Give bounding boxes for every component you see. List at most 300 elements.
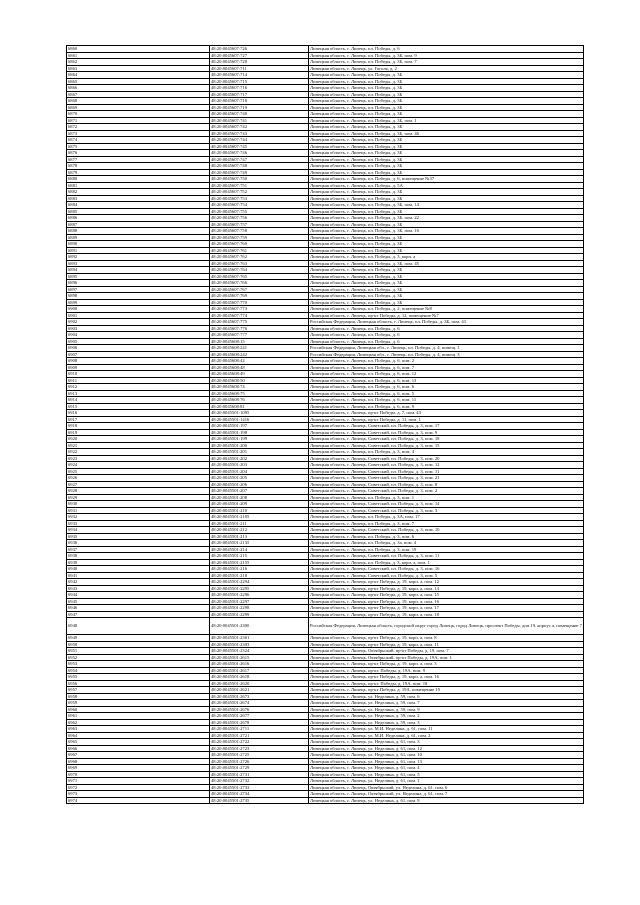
row-number-cell: 6910 (67, 371, 210, 378)
address-cell: Липецкая область, г. Липецк, ул. Гоголя, д. 2 (309, 65, 584, 72)
cadastral-number-cell: 48:20:0045501:214 (210, 546, 309, 553)
row-number-cell: 6924 (67, 462, 210, 469)
cadastral-number-cell: 48:20:0045501:2725 (210, 752, 309, 759)
row-number-cell: 6966 (67, 745, 210, 752)
cadastral-number-cell: 48:20:0045607:711 (210, 65, 309, 72)
row-number-cell: 6971 (67, 778, 210, 785)
cadastral-number-cell: 48:20:0045501:2711 (210, 726, 309, 733)
address-cell: Липецкая область, г. Липецк, пл. Победы, д. 3Б (309, 163, 584, 170)
row-number-cell: 6926 (67, 475, 210, 482)
row-number-cell: 6917 (67, 416, 210, 423)
address-cell: Липецкая область, г. Липецк, пл. Победы, д. 3Б (309, 150, 584, 157)
registry-table-body (67, 46, 584, 804)
address-cell: Липецкая область, г. Липецк, Октябрьский, ул. Неделина, д. 61, пом. 6 (309, 784, 584, 791)
row-number-cell: 6860 (67, 46, 210, 53)
address-cell: Липецкая область, г. Липецк, пл. Победы, д. 6, пом. 9 (309, 403, 584, 410)
address-cell: Липецкая область, г. Липецк, пл. Победы, д. 3Б (309, 299, 584, 306)
address-cell: Липецкая область, г. Липецк, Советский, пл. Победы, д. 3, пом. 9 (309, 429, 584, 436)
row-number-cell: 6865 (67, 78, 210, 85)
cadastral-number-cell: 48:20:0045608:49 (210, 371, 309, 378)
address-cell: Липецкая область, г. Липецк, пл. Победы, д. 3, пом. 19 (309, 546, 584, 553)
address-cell: Липецкая область, г. Липецк, Октябрьский, пр-кт Победы, д. 19А, пом. 1 (309, 654, 584, 661)
address-cell: Липецкая область, г. Липецк, пл. Победы, д. 3Б (309, 78, 584, 85)
row-number-cell: 6961 (67, 713, 210, 720)
row-number-cell: 6955 (67, 674, 210, 681)
address-cell: Липецкая область, г. Липецк, Советский, пл. Победы, д. 3, пом. 11 (309, 468, 584, 475)
row-number-cell: 6950 (67, 641, 210, 648)
cadastral-number-cell: 48:20:0045501:202 (210, 455, 309, 462)
row-number-cell: 6864 (67, 72, 210, 79)
row-number-cell: 6932 (67, 514, 210, 521)
cadastral-number-cell: 48:20:0045607:742 (210, 124, 309, 131)
row-number-cell: 6942 (67, 579, 210, 586)
row-number-cell: 6922 (67, 449, 210, 456)
row-number-cell: 6902 (67, 319, 210, 326)
cadastral-number-cell: 48:20:0045501:2677 (210, 713, 309, 720)
cadastral-number-cell: 48:20:0045607:751 (210, 182, 309, 189)
row-number-cell: 6925 (67, 468, 210, 475)
address-cell: Липецкая область, г. Липецк, ул. Неделина, д. 61, пом. 3 (309, 739, 584, 746)
address-cell: Липецкая область, г. Липецк, пл. Победы, д. 3Б (309, 137, 584, 144)
address-cell: Липецкая область, г. Липецк, пр-кт Победы, д. 19, корп. а, пом. 8 (309, 635, 584, 642)
address-cell: Российская Федерация, Липецкая область, городской округ город Липецк, город Липецк, проспект Победы, дом 19, корпус а, помещение 7 (309, 618, 584, 635)
address-cell: Липецкая область, г. Липецк, пл. Победы, д. 3Б (309, 267, 584, 274)
address-cell: Липецкая область, г. Липецк, пл. Победы, д. 6, пом. 11 (309, 397, 584, 404)
address-cell: Липецкая область, г. Липецк, Советский, пл. Победы, д. 3, пом. 12 (309, 462, 584, 469)
cadastral-number-cell: 48:20:0045607:749 (210, 169, 309, 176)
row-number-cell: 6889 (67, 234, 210, 241)
row-number-cell: 6916 (67, 410, 210, 417)
cadastral-number-cell: 48:20:0045607:745 (210, 143, 309, 150)
row-number-cell: 6892 (67, 254, 210, 261)
row-number-cell: 6879 (67, 169, 210, 176)
address-cell: Липецкая область, г. Липецк, Советский, пл. Победы, д. 3, пом. 11 (309, 553, 584, 560)
address-cell: Липецкая область, г. Липецк, ул. Неделина, д. 59, пом. 7 (309, 700, 584, 707)
cadastral-number-cell: 48:20:0045607:755 (210, 208, 309, 215)
cadastral-number-cell: 48:20:0045607:773 (210, 306, 309, 313)
row-number-cell: 6873 (67, 130, 210, 137)
cadastral-number-cell: 48:20:0045607:756 (210, 215, 309, 222)
row-number-cell: 6875 (67, 143, 210, 150)
address-cell: Липецкая область, г. Липецк, ул. Неделина, д. 59, пом. 9 (309, 706, 584, 713)
cadastral-number-cell: 48:20:0045501:211 (210, 520, 309, 527)
address-cell: Липецкая область, г. Липецк, пл. Победы, д. 6, пом. 12 (309, 371, 584, 378)
address-cell: Липецкая область, г. Липецк, пр-кт Победы, д. 12, помещение №7 (309, 312, 584, 319)
cadastral-number-cell: 48:20:0045608:81 (210, 403, 309, 410)
address-cell: Липецкая область, г. Липецк, Советский, пл. Победы, д. 3, пом. 20 (309, 455, 584, 462)
cadastral-number-cell: 48:20:0045501:2733 (210, 784, 309, 791)
address-cell: Липецкая область, г. Липецк, Советский, пл. Победы, д. 3, пом. 17 (309, 423, 584, 430)
row-number-cell: 6863 (67, 65, 210, 72)
row-number-cell: 6872 (67, 124, 210, 131)
cadastral-number-cell: 48:20:0045501:2721 (210, 732, 309, 739)
cadastral-number-cell: 48:20:0045608:76 (210, 397, 309, 404)
row-number-cell: 6911 (67, 377, 210, 384)
cadastral-number-cell: 48:20:0045607:716 (210, 85, 309, 92)
address-cell: Липецкая область, г. Липецк, пл. Победы, д. 6 (309, 46, 584, 53)
row-number-cell: 6905 (67, 338, 210, 345)
cadastral-number-cell: 48:20:0045607:765 (210, 273, 309, 280)
address-cell: Липецкая область, г. Липецк, пл. Победы, д. 3Б (309, 247, 584, 254)
row-number-cell: 6890 (67, 241, 210, 248)
cadastral-number-cell: 48:20:0045501:2297 (210, 598, 309, 605)
address-cell: Липецкая область, г. Липецк, пл. Победы, д. 3Б (309, 195, 584, 202)
row-number-cell: 6946 (67, 605, 210, 612)
cadastral-number-cell: 48:20:0045607:752 (210, 189, 309, 196)
address-cell: Липецкая область, г. Липецк, пл. Победы, д. 3, пом. 6 (309, 533, 584, 540)
cadastral-number-cell: 48:20:0045608:74 (210, 384, 309, 391)
row-number-cell: 6900 (67, 306, 210, 313)
cadastral-number-cell: 48:20:0045501:218 (210, 572, 309, 579)
cadastral-number-cell: 48:20:0045501:2729 (210, 765, 309, 772)
cadastral-number-cell: 48:20:0045501:200 (210, 442, 309, 449)
row-number-cell: 6944 (67, 592, 210, 599)
cadastral-number-cell: 48:20:0045501:2324 (210, 648, 309, 655)
cadastral-number-cell: 48:20:0045501:197 (210, 423, 309, 430)
address-cell: Липецкая область, г. Липецк, пл. Победы, д. 3Б (309, 208, 584, 215)
cadastral-number-cell: 48:20:0045607:770 (210, 299, 309, 306)
address-cell: Липецкая область, г. Липецк, пл. Победы, д. 3Б (309, 234, 584, 241)
address-cell: Липецкая область, г. Липецк, пл. Победы, д. 3Б, пом. 16 (309, 228, 584, 235)
address-cell: Липецкая область, г. Липецк, пл. Победы, д. 3, пом. 4 (309, 449, 584, 456)
table-row (67, 797, 584, 804)
row-number-cell: 6920 (67, 436, 210, 443)
row-number-cell: 6930 (67, 501, 210, 508)
cadastral-number-cell: 48:20:0045607:757 (210, 221, 309, 228)
address-cell: Липецкая область, г. Липецк, пр-кт Победы, д. 11, пом. 1 (309, 416, 584, 423)
row-number-cell: 6973 (67, 791, 210, 798)
row-number-cell: 6870 (67, 111, 210, 118)
address-cell: Липецкая область, г. Липецк, пл. Победы, д. 3Б, пом. 9 (309, 52, 584, 59)
address-cell: Липецкая область, г. Липецк, ул. Неделина, д. 61, пом. 13 (309, 758, 584, 765)
cadastral-number-cell: 48:20:0045501:2676 (210, 706, 309, 713)
cadastral-number-cell: 48:20:0045607:762 (210, 254, 309, 261)
row-number-cell: 6921 (67, 442, 210, 449)
cadastral-number-cell: 48:20:0045501:2618 (210, 674, 309, 681)
address-cell: Липецкая область, г. Липецк, пл. Победы, д. 3Б (309, 241, 584, 248)
cadastral-number-cell: 48:20:0045501:203 (210, 462, 309, 469)
address-cell: Липецкая область, г. Липецк, пр-кт Победы, д. 19А, помещение 19 (309, 687, 584, 694)
address-cell: Липецкая область, г. Липецк, пл. Победы, д. 3, корп. а (309, 254, 584, 261)
row-number-cell: 6919 (67, 429, 210, 436)
address-cell: Липецкая область, г. Липецк, пр-кт Победы, д. 19, корп. а, пом. 16 (309, 674, 584, 681)
row-number-cell: 6894 (67, 267, 210, 274)
cadastral-number-cell: 48:20:0045607:718 (210, 98, 309, 105)
cadastral-number-cell: 48:20:0045607:744 (210, 137, 309, 144)
row-number-cell: 6896 (67, 280, 210, 287)
cadastral-number-cell: 48:20:0045501:2301 (210, 635, 309, 642)
cadastral-number-cell: 48:20:0045501:1095 (210, 410, 309, 417)
address-cell: Российская Федерация, Липецкая обл., г. Липецк, пл. Победы, д. 4, помещ. 1 (309, 345, 584, 352)
row-number-cell: 6867 (67, 91, 210, 98)
address-cell: Липецкая область, г. Липецк, Советский, пл. Победы, д. 3, пом. 15 (309, 442, 584, 449)
row-number-cell: 6969 (67, 765, 210, 772)
cadastral-number-cell: 48:20:0045501:2673 (210, 693, 309, 700)
address-cell: Липецкая область, г. Липецк, пл. Победы, д. 6, помещение №37 (309, 176, 584, 183)
address-cell: Липецкая область, г. Липецк, пр-кт Победы, д. 19, корп. а, пом. 3 (309, 661, 584, 668)
registry-table (66, 45, 584, 804)
address-cell: Липецкая область, г. Липецк, пл. Победы, д. 5А (309, 182, 584, 189)
cadastral-number-cell: 48:20:0045501:199 (210, 436, 309, 443)
row-number-cell: 6909 (67, 364, 210, 371)
row-number-cell: 6880 (67, 176, 210, 183)
row-number-cell: 6898 (67, 293, 210, 300)
cadastral-number-cell: 48:20:0045501:2295 (210, 585, 309, 592)
row-number-cell: 6862 (67, 59, 210, 66)
row-number-cell: 6882 (67, 189, 210, 196)
row-number-cell: 6970 (67, 771, 210, 778)
row-number-cell: 6934 (67, 527, 210, 534)
cadastral-number-cell: 48:20:0045607:767 (210, 286, 309, 293)
address-cell: Липецкая область, г. Липецк, пл. Победы, д. 6 (309, 332, 584, 339)
cadastral-number-cell: 48:20:0045501:215 (210, 553, 309, 560)
cadastral-number-cell: 48:20:0045501:2296 (210, 592, 309, 599)
row-number-cell: 6928 (67, 488, 210, 495)
address-cell: Липецкая область, г. Липецк, пл. Победы, д. 3Б, пом. 1 (309, 117, 584, 124)
address-cell: Российская Федерация, Липецкая обл., г. Липецк, пл. Победы, д. 4, помещ. 3 (309, 351, 584, 358)
cadastral-number-cell: 48:20:0045607:774 (210, 312, 309, 319)
row-number-cell: 6885 (67, 208, 210, 215)
row-number-cell: 6918 (67, 423, 210, 430)
cadastral-number-cell: 48:20:0045501:2105 (210, 514, 309, 521)
cadastral-number-cell: 48:20:0045501:2734 (210, 791, 309, 798)
cadastral-number-cell: 48:20:0045501:2615 (210, 654, 309, 661)
row-number-cell: 6939 (67, 559, 210, 566)
row-number-cell: 6904 (67, 332, 210, 339)
address-cell: Липецкая область, г. Липецк, пл. Победы, д. 3, корп. а, пом. 1 (309, 559, 584, 566)
row-number-cell: 6869 (67, 104, 210, 111)
row-number-cell: 6960 (67, 706, 210, 713)
row-number-cell: 6878 (67, 163, 210, 170)
cadastral-number-cell: 48:20:0045607:746 (210, 150, 309, 157)
address-cell: Липецкая область, г. Липецк, пл. Победы, д. 6, пом. 7 (309, 364, 584, 371)
cadastral-number-cell: 48:20:0045607:763 (210, 260, 309, 267)
row-number-cell: 6952 (67, 654, 210, 661)
address-cell: Липецкая область, г. Липецк, пл. Победы, д. 6 (309, 325, 584, 332)
cadastral-number-cell: 48:20:0045501:198 (210, 429, 309, 436)
address-cell: Липецкая область, г. Липецк, Октябрьский, ул. Неделина, д. 61, пом. 7 (309, 791, 584, 798)
cadastral-number-cell: 48:20:0045501:2732 (210, 778, 309, 785)
cadastral-number-cell: 48:20:0045607:759 (210, 234, 309, 241)
cadastral-number-cell: 48:20:0045501:2722 (210, 739, 309, 746)
row-number-cell: 6914 (67, 397, 210, 404)
cadastral-number-cell: 48:20:0045501:2135 (210, 540, 309, 547)
address-cell: Липецкая область, г. Липецк, пл. Победы, д. 3Б, пом. 7 (309, 59, 584, 66)
row-number-cell: 6933 (67, 520, 210, 527)
cadastral-number-cell: 48:20:0045501:212 (210, 527, 309, 534)
cadastral-number-cell: 48:20:0045607:727 (210, 52, 309, 59)
cadastral-number-cell: 48:20:0045607:741 (210, 117, 309, 124)
cadastral-number-cell: 48:20:0045607:743 (210, 130, 309, 137)
row-number-cell: 6895 (67, 273, 210, 280)
row-number-cell: 6947 (67, 611, 210, 618)
address-cell: Липецкая область, г. Липецк, Советский, пл. Победы, д. 3, пом. 5 (309, 572, 584, 579)
address-cell: Липецкая область, г. Липецк, Советский, пл. Победы, д. 3, пом. 16 (309, 566, 584, 573)
address-cell: Липецкая область, г. Липецк, пл. Победы, д. 2, помещение №8 (309, 306, 584, 313)
cadastral-number-cell: 48:20:0045607:740 (210, 111, 309, 118)
cadastral-number-cell: 48:20:0045501:2674 (210, 700, 309, 707)
address-cell: Липецкая область, г. Липецк, пл. Победы, д. 3Б (309, 156, 584, 163)
cadastral-number-cell: 48:20:0045607:775 (210, 319, 309, 326)
cadastral-number-cell: 48:20:0045608:50 (210, 377, 309, 384)
address-cell: Российская Федерация, Липецкая область, г. Липецк, пл. Победы, д. 3Б, пом. 43 (309, 319, 584, 326)
row-number-cell: 6907 (67, 351, 210, 358)
row-number-cell: 6866 (67, 85, 210, 92)
cadastral-number-cell: 48:20:0045608:75 (210, 390, 309, 397)
cadastral-number-cell: 48:20:0045501:204 (210, 468, 309, 475)
cadastral-number-cell: 48:20:0045501:2723 (210, 745, 309, 752)
cadastral-number-cell: 48:20:0045501:2620 (210, 680, 309, 687)
cadastral-number-cell: 48:20:0045607:761 (210, 247, 309, 254)
address-cell: Липецкая область, г. Липецк, пл. Победы, д. 3Б (309, 280, 584, 287)
address-cell: Липецкая область, г. Липецк, Советский, пл. Победы, д. 3, пом. 21 (309, 475, 584, 482)
row-number-cell: 6927 (67, 481, 210, 488)
row-number-cell: 6957 (67, 687, 210, 694)
row-number-cell: 6949 (67, 635, 210, 642)
address-cell: Липецкая область, г. Липецк, Советский, пл. Победы, д. 3, пом. 2 (309, 488, 584, 495)
address-cell: Липецкая область, г. Липецк, пр-кт Победы, д. 19, корп. а, пом. 11 (309, 641, 584, 648)
row-number-cell: 6974 (67, 797, 210, 804)
cadastral-number-cell: 48:20:0045501:213 (210, 533, 309, 540)
cadastral-number-cell: 48:20:0045607:714 (210, 72, 309, 79)
row-number-cell: 6908 (67, 358, 210, 365)
address-cell: Липецкая область, г. Липецк, пл. Победы, д. 3Б (309, 91, 584, 98)
row-number-cell: 6923 (67, 455, 210, 462)
row-number-cell: 6883 (67, 195, 210, 202)
row-number-cell: 6938 (67, 553, 210, 560)
cadastral-number-cell: 48:20:0045501:209 (210, 501, 309, 508)
row-number-cell: 6937 (67, 546, 210, 553)
address-cell: Липецкая область, г. Липецк, пл. Победы, д. 3Б (309, 104, 584, 111)
cadastral-number-cell: 48:20:0045501:206 (210, 481, 309, 488)
row-number-cell: 6891 (67, 247, 210, 254)
cadastral-number-cell: 48:20:0045607:758 (210, 228, 309, 235)
address-cell: Липецкая область, г. Липецк, пр-кт Победы, д. 19, корп. а, пом. 16 (309, 598, 584, 605)
row-number-cell: 6945 (67, 598, 210, 605)
cadastral-number-cell: 48:20:0045607:719 (210, 104, 309, 111)
address-cell: Липецкая область, г. Липецк, пл. Победы, д. 3А, пом. 17 (309, 514, 584, 521)
cadastral-number-cell: 48:20:0045608:241 (210, 345, 309, 352)
address-cell: Липецкая область, г. Липецк, Советский, пл. Победы, д. 3, пом. 18 (309, 436, 584, 443)
address-cell: Липецкая область, г. Липецк, Октябрьский, пр-кт Победы, д. 19, пом. 7 (309, 648, 584, 655)
row-number-cell: 6972 (67, 784, 210, 791)
row-number-cell: 6958 (67, 693, 210, 700)
row-number-cell: 6888 (67, 228, 210, 235)
row-number-cell: 6886 (67, 215, 210, 222)
row-number-cell: 6959 (67, 700, 210, 707)
address-cell: Липецкая область, г. Липецк, ул. Неделина, д. 61, пом. 1 (309, 778, 584, 785)
address-cell: Липецкая область, г. Липецк, пл. Победы, д. 3, пом. 1 (309, 494, 584, 501)
cadastral-number-cell: 48:20:0045607:769 (210, 293, 309, 300)
row-number-cell: 6954 (67, 667, 210, 674)
row-number-cell: 6893 (67, 260, 210, 267)
cadastral-number-cell: 48:20:0045607:753 (210, 195, 309, 202)
address-cell: Липецкая область, г. Липецк, пр-кт Победы, д. 19, корп. а, пом. 17 (309, 605, 584, 612)
address-cell: Липецкая область, г. Липецк, пл. Победы, д. 6, пом. 13 (309, 377, 584, 384)
row-number-cell: 6913 (67, 390, 210, 397)
address-cell: Липецкая область, г. Липецк, ул. Неделина, д. 61, пом. 4 (309, 765, 584, 772)
address-cell: Липецкая область, г. Липецк, пл. Победы, д. 6, пом. 5 (309, 390, 584, 397)
row-number-cell: 6881 (67, 182, 210, 189)
cadastral-number-cell: 48:20:0045607:726 (210, 46, 309, 53)
row-number-cell: 6897 (67, 286, 210, 293)
row-number-cell: 6868 (67, 98, 210, 105)
address-cell: Липецкая область, г. Липецк, пр-кт. Победы, д. 19А, пом. 9 (309, 667, 584, 674)
cadastral-number-cell: 48:20:0045607:777 (210, 332, 309, 339)
address-cell: Липецкая область, г. Липецк, пл. Победы, д. 3, пом. 7 (309, 520, 584, 527)
row-number-cell: 6912 (67, 384, 210, 391)
row-number-cell: 6931 (67, 507, 210, 514)
address-cell: Липецкая область, г. Липецк, пл. Победы, д. 3Б (309, 169, 584, 176)
address-cell: Липецкая область, г. Липецк, ул. М.И. Неделина, д. 61, пом. 2 (309, 732, 584, 739)
address-cell: Липецкая область, г. Липецк, Советский, пл. Победы, д. 3, пом. 3 (309, 507, 584, 514)
row-number-cell: 6874 (67, 137, 210, 144)
address-cell: Липецкая область, г. Липецк, ул. Неделина, д. 61, пом. 10 (309, 752, 584, 759)
address-cell: Липецкая область, г. Липецк, пл. Победы, д. 3Б, пом. 14 (309, 202, 584, 209)
row-number-cell: 6935 (67, 533, 210, 540)
row-number-cell: 6876 (67, 150, 210, 157)
row-number-cell: 6877 (67, 156, 210, 163)
address-cell: Липецкая область, г. Липецк, пл. Победы, д. 3Б (309, 98, 584, 105)
cadastral-number-cell: 48:20:0045501:2678 (210, 719, 309, 726)
row-number-cell: 6929 (67, 494, 210, 501)
row-number-cell: 6967 (67, 752, 210, 759)
row-number-cell: 6953 (67, 661, 210, 668)
address-cell: Липецкая область, г. Липецк, пл. Победы, д. 6 (309, 338, 584, 345)
address-cell: Липецкая область, г. Липецк, ул. Неделина, д. 59, пом. 2 (309, 713, 584, 720)
row-number-cell: 6963 (67, 726, 210, 733)
address-cell: Липецкая область, г. Липецк, пл. Победы, д. 3а, пом. 4 (309, 540, 584, 547)
row-number-cell: 6951 (67, 648, 210, 655)
address-cell: Липецкая область, г. Липецк, пл. Победы, д. 3Б (309, 221, 584, 228)
cadastral-number-cell: 48:20:0045501:2621 (210, 687, 309, 694)
cadastral-number-cell: 48:20:0045501:201 (210, 449, 309, 456)
cadastral-number-cell: 48:20:0045501:205 (210, 475, 309, 482)
cadastral-number-cell: 48:20:0045607:766 (210, 280, 309, 287)
row-number-cell: 6903 (67, 325, 210, 332)
address-cell: Липецкая область, г. Липецк, пл. Победы, д. 3Б (309, 124, 584, 131)
address-cell: Липецкая область, г. Липецк, Советский, пл. Победы, д. 3, пом. 14 (309, 501, 584, 508)
address-cell: Липецкая область, г. Липецк, пр-кт Победы, д. 19, корп. а, пом. 18 (309, 611, 584, 618)
address-cell: Липецкая область, г. Липецк, пл. Победы, д. 3Б (309, 293, 584, 300)
row-number-cell: 6871 (67, 117, 210, 124)
cadastral-number-cell: 48:20:0045608:242 (210, 351, 309, 358)
row-number-cell: 6962 (67, 719, 210, 726)
address-cell: Липецкая область, г. Липецк, ул. М.И. Неделина, д. 61, пом. 11 (309, 726, 584, 733)
cadastral-number-cell: 48:20:0045501:2735 (210, 797, 309, 804)
row-number-cell: 6941 (67, 572, 210, 579)
address-cell: Липецкая область, г. Липецк, ул. Неделина, д. 59, пом. 6 (309, 693, 584, 700)
cadastral-number-cell: 48:20:0045607:776 (210, 325, 309, 332)
cadastral-number-cell: 48:20:0045607:748 (210, 163, 309, 170)
cadastral-number-cell: 48:20:0045607:760 (210, 241, 309, 248)
cadastral-number-cell: 48:20:0045501:2616 (210, 661, 309, 668)
address-cell: Липецкая область, г. Липецк, пр-кт Победы, д. 19, корп. а, пом. 12 (309, 579, 584, 586)
row-number-cell: 6943 (67, 585, 210, 592)
cadastral-number-cell: 48:20:0045607:728 (210, 59, 309, 66)
address-cell: Липецкая область, г. Липецк, пл. Победы, д. 3Б, пом. 22 (309, 215, 584, 222)
address-cell: Липецкая область, г. Липецк, пр-кт Победы, д. 7, пом. 43 (309, 410, 584, 417)
row-number-cell: 6861 (67, 52, 210, 59)
address-cell: Липецкая область, г. Липецк, пл. Победы, д. 6, пом. 2 (309, 358, 584, 365)
address-cell: Липецкая область, г. Липецк, пр-кт Победы, д. 19, корп. а, пом. 15 (309, 592, 584, 599)
row-number-cell: 6884 (67, 202, 210, 209)
cadastral-number-cell: 48:20:0045501:2298 (210, 605, 309, 612)
cadastral-number-cell: 48:20:0045607:754 (210, 202, 309, 209)
address-cell: Липецкая область, г. Липецк, Советский, пл. Победы, д. 3, пом. 10 (309, 527, 584, 534)
cadastral-number-cell: 48:20:0045501:1416 (210, 416, 309, 423)
address-cell: Липецкая область, г. Липецк, пл. Победы, д. 3Б (309, 143, 584, 150)
